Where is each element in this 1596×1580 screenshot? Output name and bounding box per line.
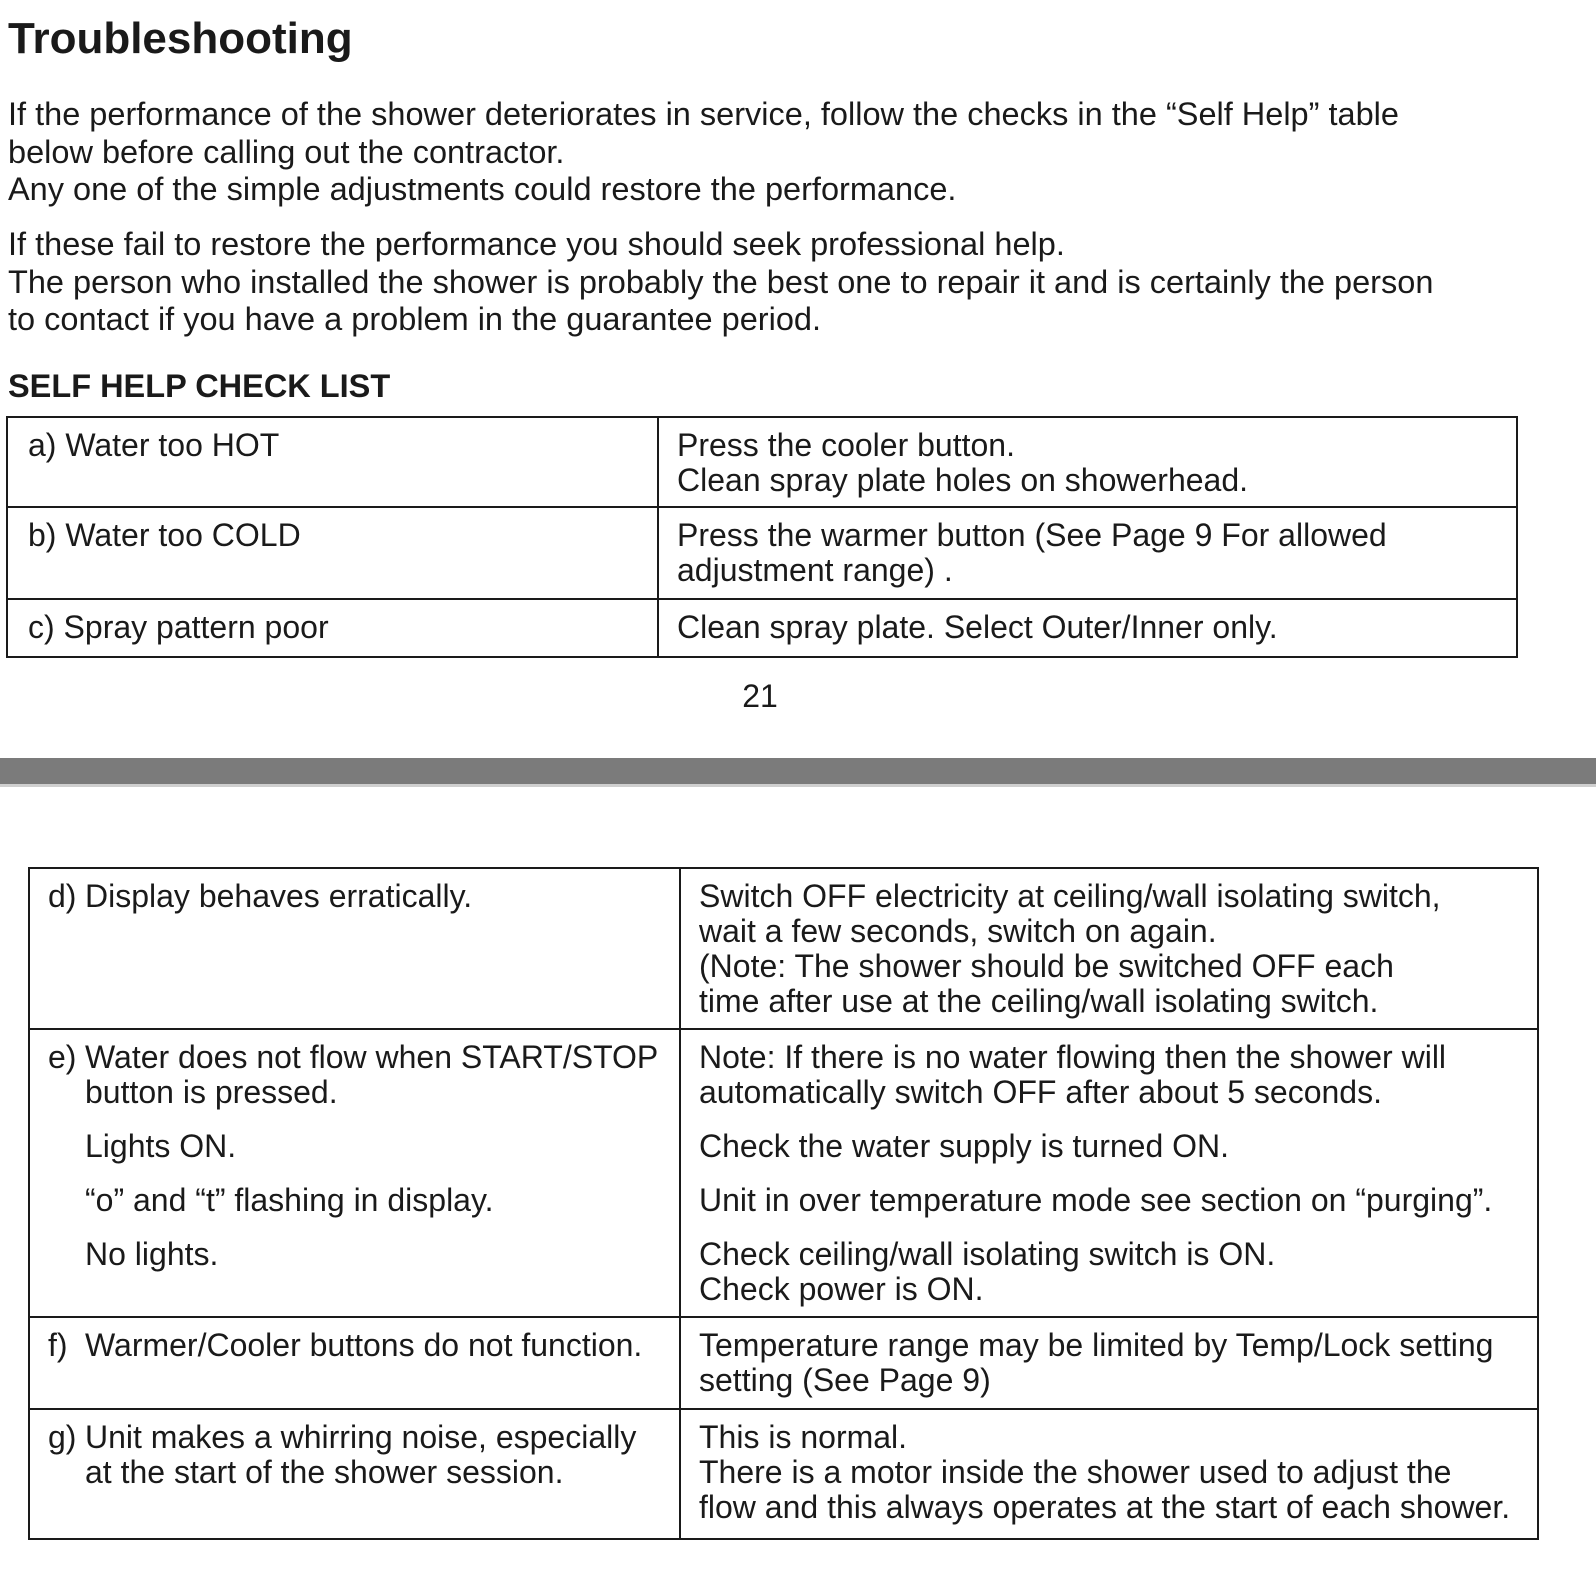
item-label: g) (48, 1419, 77, 1455)
problem-cell (7, 417, 658, 507)
remedy-line: Check ceiling/wall isolating switch is ON. (699, 1236, 1276, 1272)
remedy-line: adjustment range) . (677, 552, 953, 588)
problem-line: button is pressed. (85, 1074, 338, 1110)
remedy-line: There is a motor inside the shower used to adjust the (699, 1454, 1452, 1490)
table-row (29, 1317, 1538, 1409)
remedy-line: Press the cooler button. (677, 427, 1015, 463)
intro-line: below before calling out the contractor. (8, 133, 565, 170)
page-divider (0, 758, 1596, 787)
problem-line: Unit makes a whirring noise, especially (85, 1419, 637, 1455)
remedy-line: setting (See Page 9) (699, 1362, 991, 1398)
remedy-line: (Note: The shower should be switched OFF each (699, 948, 1394, 984)
table-row (7, 507, 1517, 599)
problem-text: Warmer/Cooler buttons do not function. (85, 1327, 643, 1363)
problem-text: a) Water too HOT (28, 427, 280, 463)
remedy-block (699, 1237, 1523, 1307)
remedy-line: Unit in over temperature mode see section on “purging”. (699, 1182, 1493, 1218)
table-row (7, 599, 1517, 657)
remedy-cell (680, 1409, 1538, 1539)
problem-cell (29, 1317, 680, 1409)
remedy-cell (680, 1317, 1538, 1409)
problem-cell (29, 1029, 680, 1317)
problem-cell (7, 599, 658, 657)
remedy-line: This is normal. (699, 1419, 908, 1455)
remedy-line: Check the water supply is turned ON. (699, 1128, 1230, 1164)
remedy-cell (658, 507, 1517, 599)
intro-line: The person who installed the shower is probably the best one to repair it and is certainly the person (8, 263, 1434, 300)
note-line: Note: If there is no water flowing then the shower will (699, 1039, 1447, 1075)
problem-text: c) Spray pattern poor (28, 609, 329, 645)
problem-line: Water does not flow when START/STOP (85, 1039, 659, 1075)
page-title: Troubleshooting (8, 14, 353, 63)
intro-line: Any one of the simple adjustments could restore the performance. (8, 171, 957, 207)
problem-text: Display behaves erratically. (85, 878, 473, 914)
self-help-table-part-1 (6, 416, 1518, 658)
intro-line: If the performance of the shower deteriorates in service, follow the checks in the “Self Help” table (8, 96, 1399, 132)
item-label: e) (48, 1039, 77, 1075)
remedy-line: Switch OFF electricity at ceiling/wall isolating switch, (699, 878, 1441, 914)
problem-entry (48, 1040, 671, 1110)
remedy-cell (680, 1029, 1538, 1317)
problem-line: at the start of the shower session. (85, 1454, 564, 1490)
table-row (29, 1409, 1538, 1539)
problem-entry (48, 879, 671, 914)
remedy-line: Clean spray plate. Select Outer/Inner only. (677, 609, 1278, 645)
remedy-line: wait a few seconds, switch on again. (699, 913, 1217, 949)
sub-condition: No lights. (85, 1236, 219, 1272)
checklist-title: SELF HELP CHECK LIST (8, 368, 391, 404)
table-row (29, 1029, 1538, 1317)
remedy-cell (658, 599, 1517, 657)
self-help-table-part-2 (28, 867, 1539, 1540)
remedy-cell (680, 868, 1538, 1029)
intro-paragraph-2 (8, 226, 1433, 339)
item-label: f) (48, 1327, 68, 1363)
table-row (7, 417, 1517, 507)
manual-page-22 (0, 787, 1596, 1580)
remedy-line: time after use at the ceiling/wall isolating switch. (699, 983, 1379, 1019)
intro-line: to contact if you have a problem in the guarantee period. (8, 301, 822, 337)
remedy-line: Temperature range may be limited by Temp/Lock setting (699, 1327, 1494, 1363)
problem-entry (48, 1328, 671, 1363)
remedy-line: Press the warmer button (See Page 9 For allowed (677, 517, 1387, 553)
problem-cell (29, 1409, 680, 1539)
remedy-line: flow and this always operates at the start of each shower. (699, 1489, 1511, 1525)
table-row (29, 868, 1538, 1029)
sub-condition: “o” and “t” flashing in display. (85, 1182, 494, 1218)
problem-cell (29, 868, 680, 1029)
note-line: automatically switch OFF after about 5 seconds. (699, 1074, 1382, 1110)
problem-text: b) Water too COLD (28, 517, 301, 553)
item-label: d) (48, 878, 77, 914)
problem-entry (48, 1420, 671, 1490)
note-text (699, 1040, 1523, 1110)
remedy-cell (658, 417, 1517, 507)
remedy-line: Clean spray plate holes on showerhead. (677, 462, 1249, 498)
manual-page-21 (0, 0, 1596, 755)
sub-condition: Lights ON. (85, 1128, 237, 1164)
intro-paragraph-1 (8, 96, 1399, 209)
page-number: 21 (742, 678, 778, 714)
intro-line: If these fail to restore the performance you should seek professional help. (8, 226, 1065, 262)
remedy-line: Check power is ON. (699, 1271, 984, 1307)
problem-cell (7, 507, 658, 599)
